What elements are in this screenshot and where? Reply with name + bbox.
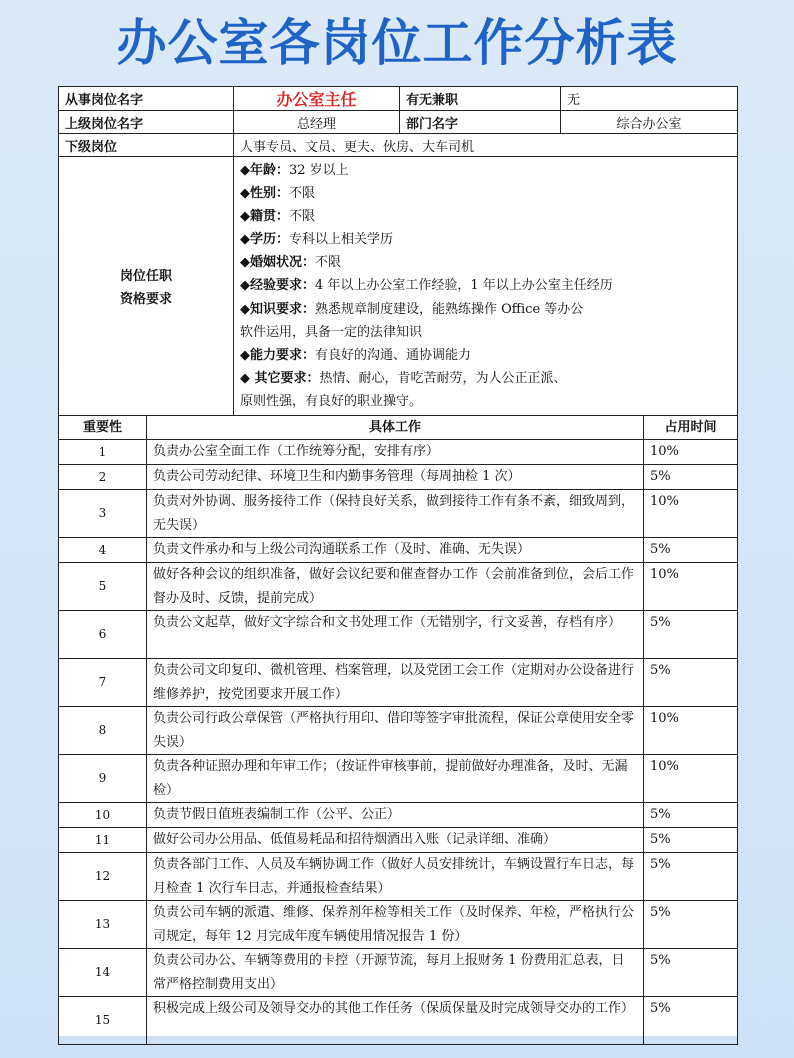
row-work: 做好公司办公用品、低值易耗品和招待烟酒出入账（记录详细、准确） <box>147 828 644 853</box>
row-number: 3 <box>59 490 147 538</box>
row-time: 5% <box>644 997 738 1045</box>
row-number: 9 <box>59 755 147 803</box>
row-number: 13 <box>59 901 147 949</box>
requirements-label <box>59 157 234 416</box>
row-time: 10% <box>644 755 738 803</box>
row-number: 6 <box>59 611 147 659</box>
row-time: 5% <box>644 949 738 997</box>
parttime-label: 有无兼职 <box>400 87 561 111</box>
row-number: 14 <box>59 949 147 997</box>
basic-info-table <box>58 86 738 416</box>
row-time: 10% <box>644 490 738 538</box>
table-row <box>59 949 738 997</box>
page-title: 办公室各岗位工作分析表 <box>116 14 678 72</box>
requirement-item: 软件运用，具备一定的法律知识 <box>240 324 423 340</box>
table-row <box>59 997 738 1045</box>
requirements-label-line1: 岗位任职 <box>119 269 172 285</box>
row-time: 10% <box>644 563 738 611</box>
row-work: 负责公司文印复印、微机管理、档案管理，以及党团工会工作（定期对办公设备进行维修养护，按党团要求开展工作） <box>147 659 644 707</box>
row-work: 负责公司办公、车辆等费用的卡控（开源节流，每月上报财务 1 份费用汇总表，日常严格控制费用支出） <box>147 949 644 997</box>
table-row <box>59 490 738 538</box>
table-row <box>59 901 738 949</box>
table-row <box>59 755 738 803</box>
requirements-content <box>234 157 738 416</box>
row-time: 5% <box>644 803 738 828</box>
table-row <box>59 563 738 611</box>
row-work: 负责对外协调、服务接待工作（保持良好关系，做到接待工作有条不紊，细致周到，无失误） <box>147 490 644 538</box>
dept-value: 综合办公室 <box>561 111 738 134</box>
row-number: 5 <box>59 563 147 611</box>
row-time: 10% <box>644 707 738 755</box>
importance-header: 重要性 <box>59 416 147 440</box>
superior-label: 上级岗位名字 <box>59 111 234 134</box>
row-time: 10% <box>644 440 738 465</box>
subordinate-value: 人事专员、文员、更夫、伙房、大车司机 <box>234 134 738 157</box>
requirement-item: ◆年龄：32 岁以上 <box>240 163 349 178</box>
row-work: 负责各部门工作、人员及车辆协调工作（做好人员安排统计，车辆设置行车日志，每月检查 1 次行车日志，并通报检查结果） <box>147 853 644 901</box>
row-number: 7 <box>59 659 147 707</box>
requirement-item: ◆能力要求：有良好的沟通、通协调能力 <box>240 347 472 363</box>
table-row <box>59 828 738 853</box>
table-row <box>59 538 738 563</box>
requirements-label-line2: 资格要求 <box>119 292 172 308</box>
requirement-item: ◆学历：专科以上相关学历 <box>240 232 394 248</box>
row-work: 负责公文起草，做好文字综合和文书处理工作（无错别字，行文妥善，存档有序） <box>147 611 644 659</box>
requirement-item: ◆经验要求：4 年以上办公室工作经验，1 年以上办公室主任经历 <box>240 278 613 294</box>
row-number: 1 <box>59 440 147 465</box>
position-label: 从事岗位名字 <box>59 87 234 111</box>
row-number: 2 <box>59 465 147 490</box>
row-number: 8 <box>59 707 147 755</box>
requirement-item: ◆知识要求：熟悉规章制度建设，能熟练操作 Office 等办公 <box>240 301 584 317</box>
table-row <box>59 440 738 465</box>
requirement-item: ◆婚姻状况：不限 <box>240 255 342 271</box>
row-number: 15 <box>59 997 147 1045</box>
time-header: 占用时间 <box>644 416 738 440</box>
parttime-value: 无 <box>561 87 738 111</box>
row-time: 5% <box>644 611 738 659</box>
requirement-item: ◆性别：不限 <box>240 186 316 202</box>
table-row <box>59 465 738 490</box>
row-number: 12 <box>59 853 147 901</box>
position-value: 办公室主任 <box>234 87 400 111</box>
row-number: 11 <box>59 828 147 853</box>
work-header: 具体工作 <box>147 416 644 440</box>
table-row <box>59 707 738 755</box>
row-number: 4 <box>59 538 147 563</box>
requirement-item: ◆籍贯：不限 <box>240 209 316 225</box>
row-time: 5% <box>644 828 738 853</box>
row-time: 5% <box>644 659 738 707</box>
row-time: 5% <box>644 465 738 490</box>
table-row <box>59 853 738 901</box>
row-time: 5% <box>644 853 738 901</box>
subordinate-label: 下级岗位 <box>59 134 234 157</box>
row-work: 负责各种证照办理和年审工作；（按证件审核事前，提前做好办理准备，及时、无漏检） <box>147 755 644 803</box>
table-row <box>59 659 738 707</box>
dept-label: 部门名字 <box>400 111 561 134</box>
row-work: 负责节假日值班表编制工作（公平、公正） <box>147 803 644 828</box>
row-work: 负责公司劳动纪律、环境卫生和内勤事务管理（每周抽检 1 次） <box>147 465 644 490</box>
requirement-item: ◆ 其它要求：热情、耐心，肯吃苦耐劳，为人公正正派、 <box>240 370 567 386</box>
row-time: 5% <box>644 901 738 949</box>
table-row <box>59 803 738 828</box>
row-number: 10 <box>59 803 147 828</box>
duties-table <box>58 415 738 1045</box>
requirement-item: 原则性强，有良好的职业操守。 <box>240 393 423 409</box>
row-work: 负责公司车辆的派遣、维修、保养剂年检等相关工作（及时保养、年检，严格执行公司规定，每年 12 月完成年度车辆使用情况报告 1 份） <box>147 901 644 949</box>
row-time: 5% <box>644 538 738 563</box>
row-work: 负责文件承办和与上级公司沟通联系工作（及时、准确、无失误） <box>147 538 644 563</box>
analysis-table <box>58 86 737 1036</box>
superior-value: 总经理 <box>234 111 400 134</box>
table-row <box>59 611 738 659</box>
row-work: 积极完成上级公司及领导交办的其他工作任务（保质保量及时完成领导交办的工作） <box>147 997 644 1045</box>
row-work: 负责公司行政公章保管（严格执行用印、借印等签字审批流程，保证公章使用安全零失误） <box>147 707 644 755</box>
row-work: 做好各种会议的组织准备，做好会议纪要和催查督办工作（会前准备到位，会后工作督办及时、反馈，提前完成） <box>147 563 644 611</box>
row-work: 负责办公室全面工作（工作统筹分配，安排有序） <box>147 440 644 465</box>
